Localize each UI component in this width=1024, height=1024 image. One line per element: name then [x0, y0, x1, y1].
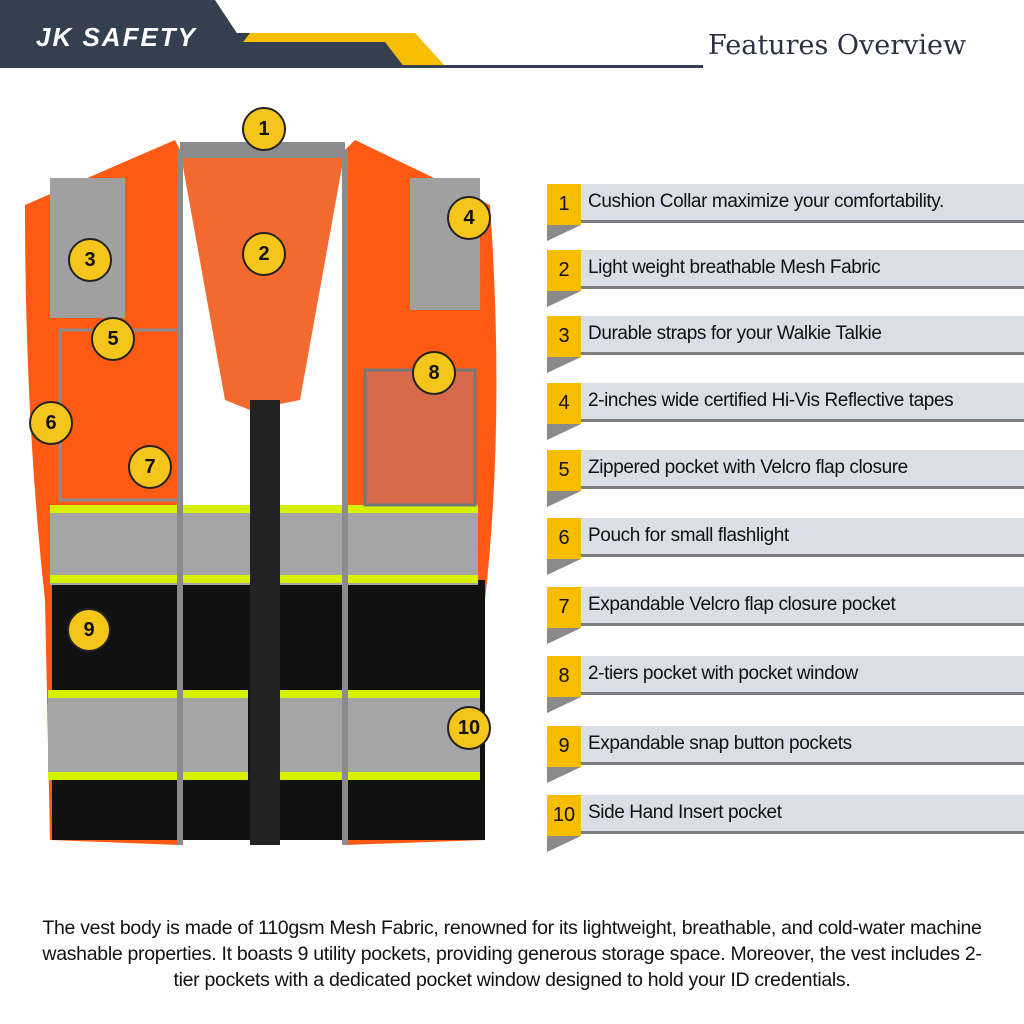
feature-text: Durable straps for your Walkie Talkie: [581, 316, 1024, 355]
ribbon-fold: [547, 697, 581, 713]
ribbon-fold: [547, 291, 581, 307]
callout-6: 6: [29, 401, 73, 445]
vest-image: [0, 95, 540, 895]
callout-5: 5: [91, 317, 135, 361]
feature-number: 3: [547, 316, 581, 357]
ribbon-fold: [547, 767, 581, 783]
callout-10: 10: [447, 706, 491, 750]
callout-9: 9: [67, 608, 111, 652]
feature-text: Expandable snap button pockets: [581, 726, 1024, 765]
callout-3: 3: [68, 238, 112, 282]
page-title: Features Overview: [708, 30, 967, 61]
feature-number: 4: [547, 383, 581, 424]
callout-4: 4: [447, 196, 491, 240]
callout-1: 1: [242, 107, 286, 151]
ribbon-fold: [547, 491, 581, 507]
feature-item: [547, 795, 1024, 836]
brand-logo: JK SAFETY: [36, 22, 198, 52]
ribbon-fold: [547, 836, 581, 852]
feature-text: Cushion Collar maximize your comfortability.: [581, 184, 1024, 223]
feature-number: 9: [547, 726, 581, 767]
feature-text: 2-tiers pocket with pocket window: [581, 656, 1024, 695]
ribbon-fold: [547, 628, 581, 644]
header-banner: [0, 0, 1024, 70]
feature-number: 1: [547, 184, 581, 225]
feature-item: [547, 726, 1024, 767]
ribbon-fold: [547, 225, 581, 241]
feature-text: 2-inches wide certified Hi-Vis Reflective tapes: [581, 383, 1024, 422]
ribbon-fold: [547, 559, 581, 575]
ribbon-fold: [547, 357, 581, 373]
feature-item: [547, 587, 1024, 628]
feature-number: 2: [547, 250, 581, 291]
feature-number: 5: [547, 450, 581, 491]
callout-7: 7: [128, 445, 172, 489]
feature-item: [547, 250, 1024, 291]
feature-text: Light weight breathable Mesh Fabric: [581, 250, 1024, 289]
feature-number: 7: [547, 587, 581, 628]
ribbon-fold: [547, 424, 581, 440]
feature-text: Pouch for small flashlight: [581, 518, 1024, 557]
feature-item: [547, 450, 1024, 491]
feature-number: 8: [547, 656, 581, 697]
feature-item: [547, 518, 1024, 559]
callout-2: 2: [242, 232, 286, 276]
feature-item: [547, 184, 1024, 225]
feature-item: [547, 383, 1024, 424]
feature-text: Expandable Velcro flap closure pocket: [581, 587, 1024, 626]
feature-text: Side Hand Insert pocket: [581, 795, 1024, 834]
description-text: The vest body is made of 110gsm Mesh Fabric, renowned for its lightweight, breathable, and cold-water machine washable properties. It boasts 9 utility pockets, providing generous storage space. Moreover, the vest includes 2-tier pockets with a dedicated pocket window designed to hold your ID credentials.: [42, 917, 982, 991]
feature-item: [547, 316, 1024, 357]
feature-number: 6: [547, 518, 581, 559]
callout-8: 8: [412, 351, 456, 395]
feature-item: [547, 656, 1024, 697]
feature-text: Zippered pocket with Velcro flap closure: [581, 450, 1024, 489]
feature-number: 10: [547, 795, 581, 836]
